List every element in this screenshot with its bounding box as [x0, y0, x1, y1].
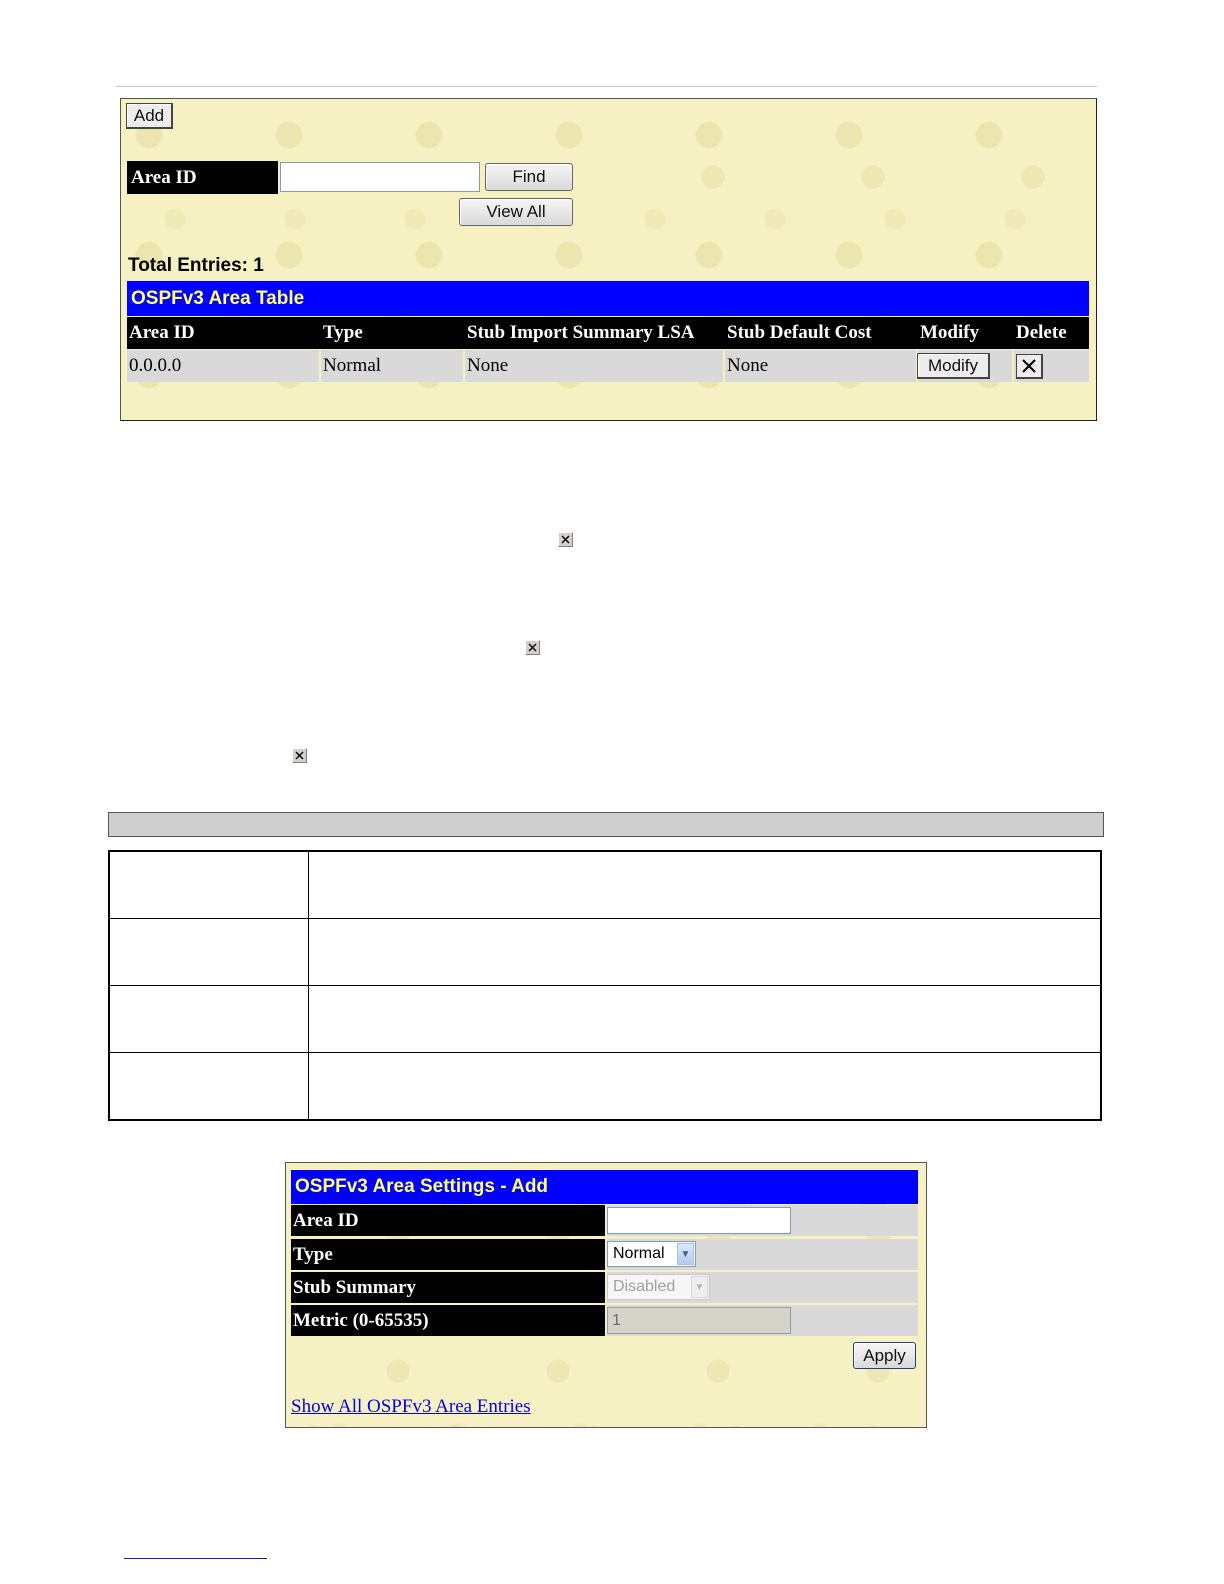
- table-title: OSPFv3 Area Table: [127, 281, 1089, 316]
- close-x-icon: [528, 643, 537, 652]
- type-label: Type: [291, 1239, 605, 1270]
- stub-summary-select: [607, 1274, 710, 1300]
- ospfv3-area-settings-panel: [285, 1162, 927, 1428]
- type-select[interactable]: [607, 1241, 696, 1267]
- col-stub-import-summary-lsa: Stub Import Summary LSA: [467, 322, 695, 343]
- parameter-table: [108, 850, 1102, 1121]
- delete-icon: [525, 640, 540, 655]
- metric-field: 1: [607, 1307, 791, 1334]
- col-delete: Delete: [1016, 322, 1067, 343]
- table-row: [109, 1053, 1101, 1121]
- close-x-icon: [561, 535, 570, 544]
- stub-summary-cell: [605, 1272, 918, 1303]
- top-divider: [116, 86, 1097, 87]
- area-id-field[interactable]: [607, 1207, 791, 1234]
- cell-type: Normal: [323, 355, 382, 376]
- add-button[interactable]: Add: [126, 103, 173, 129]
- stub-summary-label: Stub Summary: [291, 1272, 605, 1303]
- table-header: [127, 317, 1089, 349]
- ospfv3-area-table-panel: [120, 98, 1097, 421]
- view-all-button[interactable]: View All: [459, 198, 573, 226]
- delete-button[interactable]: [1016, 354, 1043, 379]
- footer-link-underline: [124, 1558, 267, 1559]
- close-x-icon: [1021, 358, 1037, 374]
- chevron-down-icon: ▼: [691, 1276, 708, 1298]
- total-entries: Total Entries: 1: [128, 255, 264, 276]
- modify-button[interactable]: Modify: [917, 353, 990, 379]
- cell-stub-import: None: [467, 355, 509, 376]
- col-type: Type: [323, 322, 363, 343]
- col-modify: Modify: [920, 322, 980, 343]
- chevron-down-icon: ▼: [677, 1243, 694, 1265]
- close-x-icon: [295, 751, 304, 760]
- delete-icon: [558, 532, 573, 547]
- find-button[interactable]: Find: [485, 163, 573, 191]
- table-row: [127, 350, 1089, 382]
- cell-stub-cost: None: [727, 355, 769, 376]
- col-stub-default-cost: Stub Default Cost: [727, 322, 872, 343]
- show-all-entries-link[interactable]: Show All OSPFv3 Area Entries: [291, 1396, 531, 1417]
- table-row: [109, 986, 1101, 1053]
- area-id-cell: [605, 1205, 918, 1236]
- metric-label: Metric (0-65535): [291, 1305, 605, 1336]
- table-row: [109, 919, 1101, 986]
- delete-icon: [292, 748, 307, 763]
- stub-summary-value: Disabled: [613, 1278, 676, 1295]
- metric-cell: [605, 1305, 918, 1336]
- col-area-id: Area ID: [129, 322, 195, 343]
- parameter-table-header: [108, 812, 1104, 837]
- area-id-label: Area ID: [291, 1205, 605, 1236]
- area-id-label: Area ID: [127, 161, 278, 194]
- apply-button[interactable]: Apply: [853, 1342, 916, 1369]
- type-cell: [605, 1239, 918, 1270]
- area-id-search-input[interactable]: [280, 162, 480, 192]
- cell-area-id: 0.0.0.0: [129, 355, 182, 376]
- type-select-value: Normal: [613, 1245, 665, 1262]
- table-row: [109, 851, 1101, 919]
- settings-title: OSPFv3 Area Settings - Add: [291, 1170, 918, 1204]
